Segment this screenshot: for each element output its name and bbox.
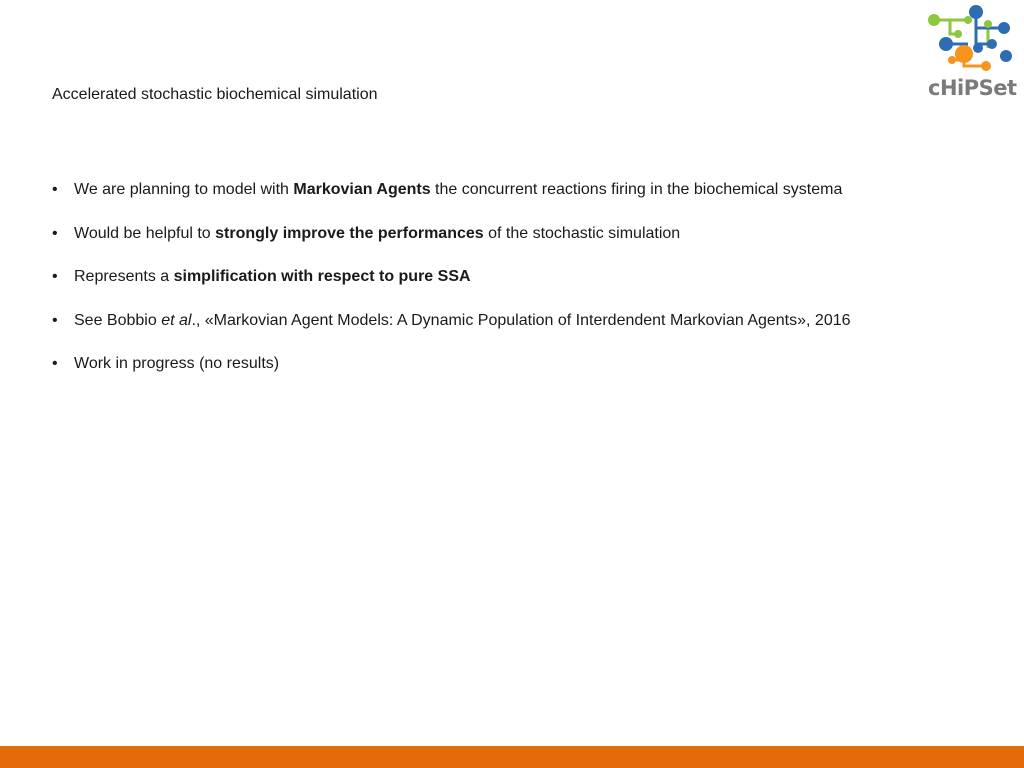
bullet-marker: •	[52, 355, 58, 372]
bullet-item: • See Bobbio et al., «Markovian Agent Models: A Dynamic Population of Interdendent Markovian Agents», 2016	[52, 311, 851, 329]
bullet-item: • Work in progress (no results)	[52, 355, 280, 372]
bullet-marker: •	[52, 268, 58, 285]
bullet-list	[52, 180, 851, 398]
chipset-logo	[920, 4, 1020, 100]
italic-text: et al	[161, 311, 192, 329]
emphasis-text: Markovian Agents	[293, 181, 431, 198]
logo-wordmark: cHiPSet	[928, 76, 1017, 100]
emphasis-text: simplification with respect to pure SSA	[173, 268, 471, 285]
emphasis-text: strongly improve the performances	[215, 224, 484, 242]
bullet-marker: •	[52, 224, 58, 242]
bullet-item: • Represents a simplification with respect to pure SSA	[52, 268, 471, 285]
bullet-item: • Would be helpful to strongly improve the performances of the stochastic simulation	[52, 224, 681, 242]
bullet-marker: •	[52, 311, 58, 329]
chipset-logo-icon	[920, 4, 1020, 80]
bullet-item: • We are planning to model with Markovian Agents the concurrent reactions firing in the biochemical systema	[52, 181, 843, 198]
footer-bar	[0, 746, 1024, 768]
bullet-marker: •	[52, 181, 58, 198]
slide-title: Accelerated stochastic biochemical simulation	[52, 86, 378, 103]
